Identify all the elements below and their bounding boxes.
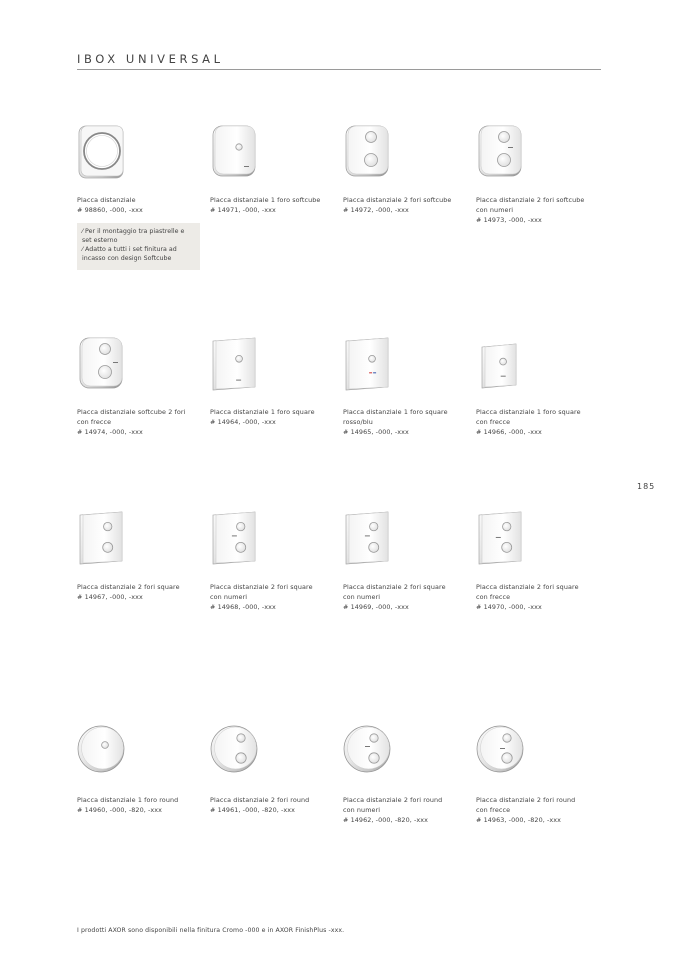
- note-line: set esterno: [82, 237, 118, 244]
- product-description: Placca distanziale 1 foro softcube: [210, 196, 321, 204]
- product-description: Placca distanziale 1 foro square: [210, 408, 315, 416]
- product-caption: [210, 195, 335, 215]
- product-description: Placca distanziale 2 fori square: [77, 583, 180, 591]
- product-description: Placca distanziale 2 fori softcube: [343, 196, 452, 204]
- product-code: # 14960, -000, -820, -xxx: [77, 806, 163, 814]
- product-code: # 14966, -000, -xxx: [476, 428, 542, 436]
- product-description: Placca distanziale 2 fori softcube: [476, 196, 585, 204]
- product-code: # 14971, -000, -xxx: [210, 206, 276, 214]
- product-caption: [77, 582, 202, 602]
- product-caption: [77, 195, 202, 215]
- square-1-hole-arrows-plate-image: [476, 334, 536, 400]
- product-caption: [476, 195, 601, 225]
- header-divider: [77, 69, 601, 70]
- product-caption: [343, 407, 468, 437]
- note-line: ⁄ Adatto a tutti i set finitura ad: [82, 246, 177, 253]
- product-code: # 14973, -000, -xxx: [476, 216, 542, 224]
- softcube-2-hole-plate-image: [343, 122, 403, 188]
- softcube-1-hole-plate-image: [210, 122, 270, 188]
- square-2-hole-numbers-plate-image: [343, 508, 403, 574]
- product-description: Placca distanziale 1 foro round: [77, 796, 179, 804]
- product-description: Placca distanziale 2 fori square: [210, 583, 313, 591]
- square-1-hole-red-blue-plate-image: [343, 334, 403, 400]
- square-2-hole-numbers-plate-image: [210, 508, 270, 574]
- round-2-hole-plate-image: [210, 718, 270, 784]
- product-caption: [210, 407, 335, 427]
- product-caption: [77, 795, 202, 815]
- product-description: Placca distanziale 2 fori square: [476, 583, 579, 591]
- square-2-hole-plate-image: [77, 508, 137, 574]
- mounting-note-box: [77, 223, 200, 270]
- product-caption: [476, 407, 601, 437]
- page-title: IBOX UNIVERSAL: [77, 52, 224, 66]
- product-caption: [343, 582, 468, 612]
- square-2-hole-arrows-plate-image: [476, 508, 536, 574]
- product-description: con numeri: [343, 593, 381, 601]
- product-description: rosso/blu: [343, 418, 373, 426]
- product-caption: [210, 582, 335, 612]
- product-description: con frecce: [77, 418, 112, 426]
- product-code: # 14972, -000, -xxx: [343, 206, 409, 214]
- product-description: con numeri: [210, 593, 248, 601]
- product-caption: [476, 795, 601, 825]
- product-code: # 14964, -000, -xxx: [210, 418, 276, 426]
- page-number: 185: [637, 482, 656, 491]
- product-description: con frecce: [476, 806, 511, 814]
- product-description: Placca distanziale softcube 2 fori: [77, 408, 186, 416]
- product-code: # 14974, -000, -xxx: [77, 428, 143, 436]
- product-description: Placca distanziale 1 foro square: [343, 408, 448, 416]
- round-2-hole-arrows-plate-image: [476, 718, 536, 784]
- product-code: # 14961, -000, -820, -xxx: [210, 806, 296, 814]
- product-code: # 98860, -000, -xxx: [77, 206, 143, 214]
- product-caption: [210, 795, 335, 815]
- product-description: Placca distanziale 2 fori square: [343, 583, 446, 591]
- square-1-hole-plate-image: [210, 334, 270, 400]
- footnote: I prodotti AXOR sono disponibili nella finitura Cromo -000 e in AXOR FinishPlus -xxx.: [77, 927, 345, 934]
- product-caption: [476, 582, 601, 612]
- product-code: # 14969, -000, -xxx: [343, 603, 409, 611]
- round-1-hole-plate-image: [77, 718, 137, 784]
- product-description: Placca distanziale 2 fori round: [343, 796, 443, 804]
- product-description: Placca distanziale 2 fori round: [210, 796, 310, 804]
- product-code: # 14967, -000, -xxx: [77, 593, 143, 601]
- product-description: con numeri: [343, 806, 381, 814]
- product-description: con numeri: [476, 206, 514, 214]
- product-description: con frecce: [476, 593, 511, 601]
- softcube-2-hole-arrows-plate-image: [77, 334, 137, 400]
- product-caption: [343, 195, 468, 215]
- softcube-2-hole-numbers-plate-image: [476, 122, 536, 188]
- round-2-hole-numbers-plate-image: [343, 718, 403, 784]
- note-line: incasso con design Softcube: [82, 255, 172, 262]
- product-code: # 14968, -000, -xxx: [210, 603, 276, 611]
- product-code: # 14965, -000, -xxx: [343, 428, 409, 436]
- note-line: ⁄ Per il montaggio tra piastrelle e: [82, 228, 185, 235]
- product-description: con frecce: [476, 418, 511, 426]
- product-caption: [343, 795, 468, 825]
- product-code: # 14970, -000, -xxx: [476, 603, 542, 611]
- product-caption: [77, 407, 202, 437]
- product-code: # 14962, -000, -820, -xxx: [343, 816, 429, 824]
- spacer-ring-plate-image: [77, 122, 137, 188]
- product-description: Placca distanziale 2 fori round: [476, 796, 576, 804]
- product-description: Placca distanziale: [77, 196, 136, 204]
- product-code: # 14963, -000, -820, -xxx: [476, 816, 562, 824]
- product-description: Placca distanziale 1 foro square: [476, 408, 581, 416]
